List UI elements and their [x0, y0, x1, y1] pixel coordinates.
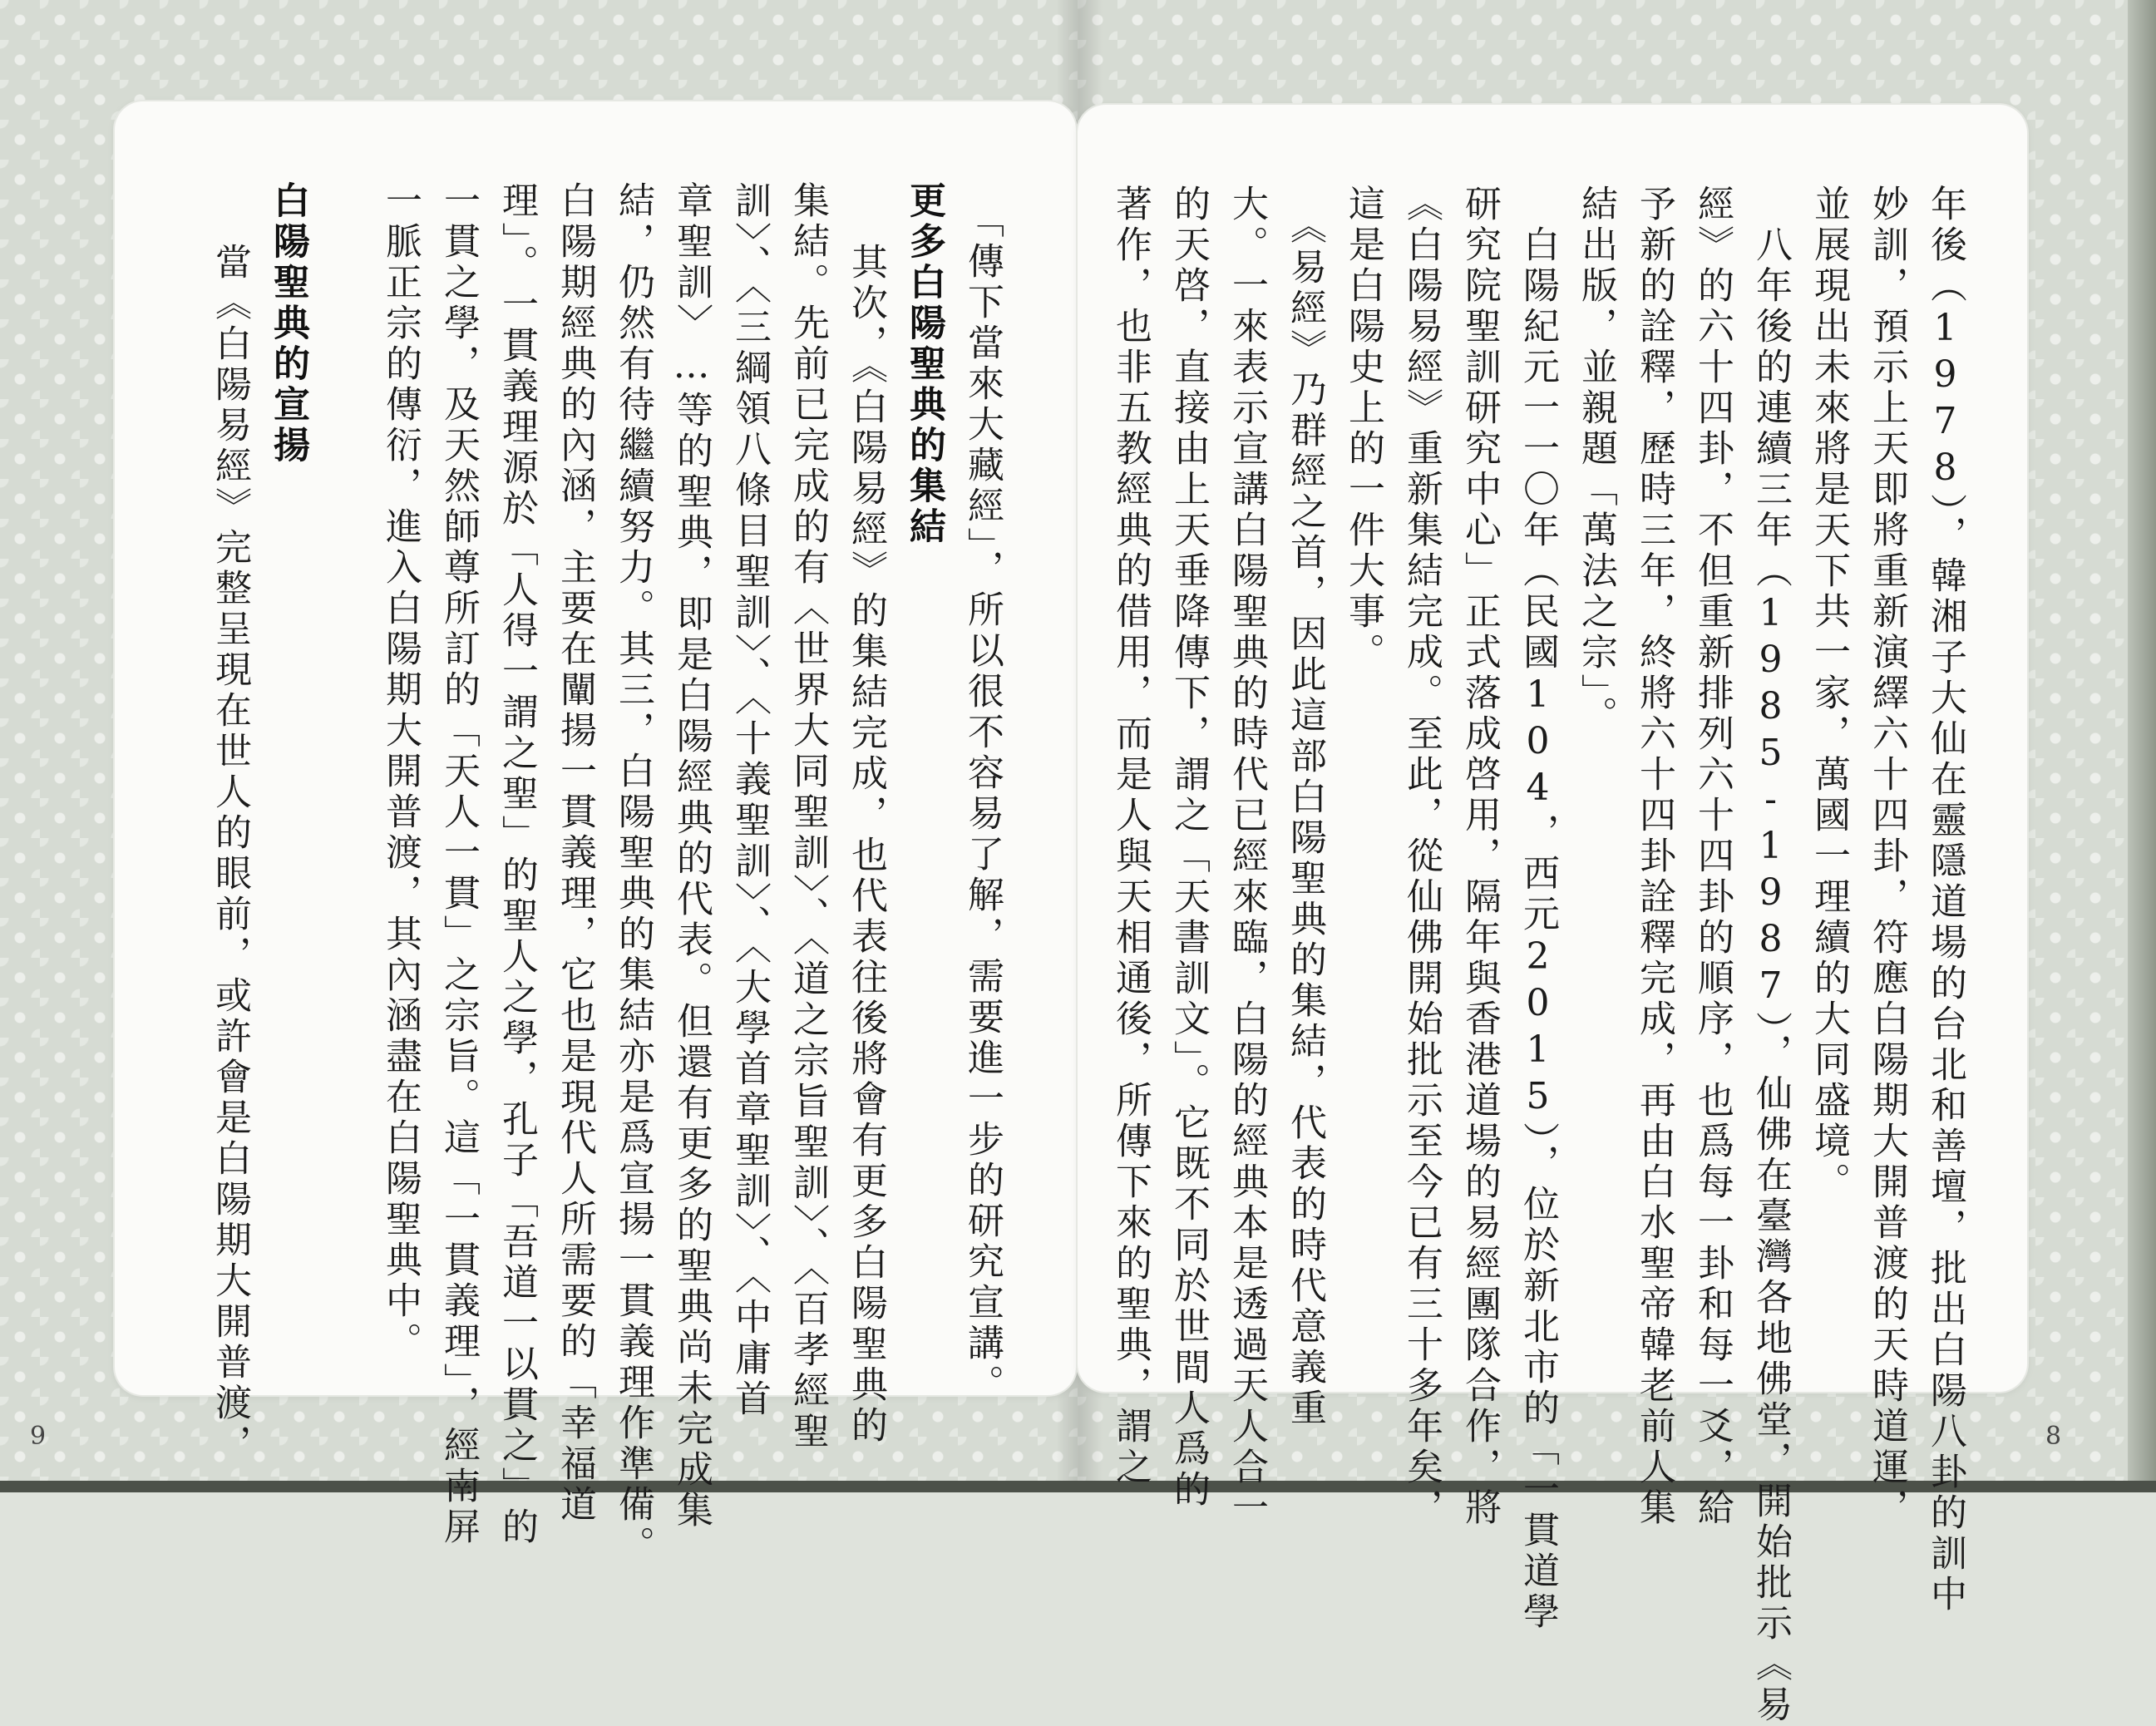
paragraph-line: 年後（1978），韓湘子大仙在靈隱道場的台北和善壇，批出白陽八卦的訓中	[1924, 185, 1966, 1615]
paragraph-line: 《白陽易經》重新集結完成。至此，從仙佛開始批示至今已有三十多年矣，	[1400, 185, 1443, 1529]
paragraph-line: 白陽紀元一一〇年（民國104，西元2015），位於新北市的「一貫道學	[1517, 185, 1559, 1633]
paragraph-line: 當《白陽易經》完整呈現在世人的眼前，或許會是白陽期大開普渡，	[209, 243, 251, 1465]
right-text-panel	[1078, 105, 2027, 1726]
page-edges	[2128, 0, 2156, 1492]
intro-line: 「傳下當來大藏經」，所以很不容易了解，需要進一步的研究宣講。	[961, 201, 1004, 1405]
paragraph-line: 集結。先前已完成的有〈世界大同聖訓〉、〈道之宗旨聖訓〉、〈百孝經聖	[787, 181, 829, 1452]
paragraph-line: 的天啓，直接由上天垂降傳下，謂之「天書訓文」。它既不同於世間人爲的	[1167, 185, 1210, 1511]
paragraph-line: 其次，《白陽易經》的集結完成，也代表往後將會有更多白陽聖典的	[845, 243, 887, 1447]
paragraph-line: 訓〉、〈三綱領八條目聖訓〉、〈十義聖訓〉、〈大學首章聖訓〉、〈中庸首	[728, 181, 771, 1420]
section-heading-collection: 更多白陽聖典的集結	[903, 181, 945, 548]
paragraph-line: 一貫之學，及天然師尊所訂的「天人一貫」之宗旨。這「一貫義理」，經南屏	[437, 181, 480, 1548]
page-number-left: 9	[30, 1422, 47, 1451]
paragraph-line: 經》的六十四卦，不但重新排列六十四卦的順序，也爲每一卦和每一爻，給	[1691, 185, 1734, 1529]
page-number-right: 8	[2045, 1422, 2062, 1451]
paragraph-line: 大。一來表示宣講白陽聖典的時代已經來臨，白陽的經典本是透過天人合一	[1226, 185, 1268, 1529]
book-cover-edge	[0, 1481, 2156, 1492]
paragraph-line: 八年後的連續三年（1985-1987），仙佛在臺灣各地佛堂，開始批示《易	[1749, 185, 1792, 1726]
paragraph-line: 這是白陽史上的一件大事。	[1342, 185, 1384, 673]
paragraph-line: 結出版，並親題「萬法之宗」。	[1575, 185, 1617, 737]
paragraph-line: 結，仍然有待繼續努力。其三，白陽聖典的集結亦是爲宣揚一貫義理作準備。	[612, 181, 654, 1566]
paragraph-line: 一脈正宗的傳衍，進入白陽期大開普渡，其內涵盡在白陽聖典中。	[379, 181, 422, 1363]
paragraph-line: 研究院聖訓研究中心」正式落成啓用，隔年與香港道場的易經團隊合作，將	[1458, 185, 1501, 1529]
paragraph-line: 予新的詮釋，歷時三年，終將六十四卦詮釋完成，再由白水聖帝韓老前人集	[1633, 185, 1675, 1529]
paragraph-line: 並展現出未來將是天下共一家，萬國一理續的大同盛境。	[1808, 185, 1850, 1203]
paragraph-line: 理」。一貫義理源於「人得一謂之聖」的聖人之學，孔子「吾道一以貫之」的	[496, 181, 538, 1548]
paragraph-line: 章聖訓〉…等的聖典，即是白陽經典的代表。但還有更多的聖典尚未完成集	[670, 181, 713, 1531]
paragraph-line: 《易經》乃群經之首，因此這部白陽聖典的集結，代表的時代意義重	[1284, 185, 1326, 1429]
paragraph-line: 著作，也非五教經典的借用，而是人與天相通後，所傳下來的聖典，謂之	[1109, 185, 1152, 1488]
section-heading-propagation: 白陽聖典的宣揚	[267, 181, 309, 466]
paragraph-line: 妙訓，預示上天即將重新演繹六十四卦，符應白陽期大開普渡的天時道運，	[1866, 185, 1908, 1529]
paragraph-line: 白陽期經典的內涵，主要在闡揚一貫義理，它也是現代人所需要的「幸福道	[554, 181, 596, 1526]
left-text-panel	[115, 101, 1076, 1566]
